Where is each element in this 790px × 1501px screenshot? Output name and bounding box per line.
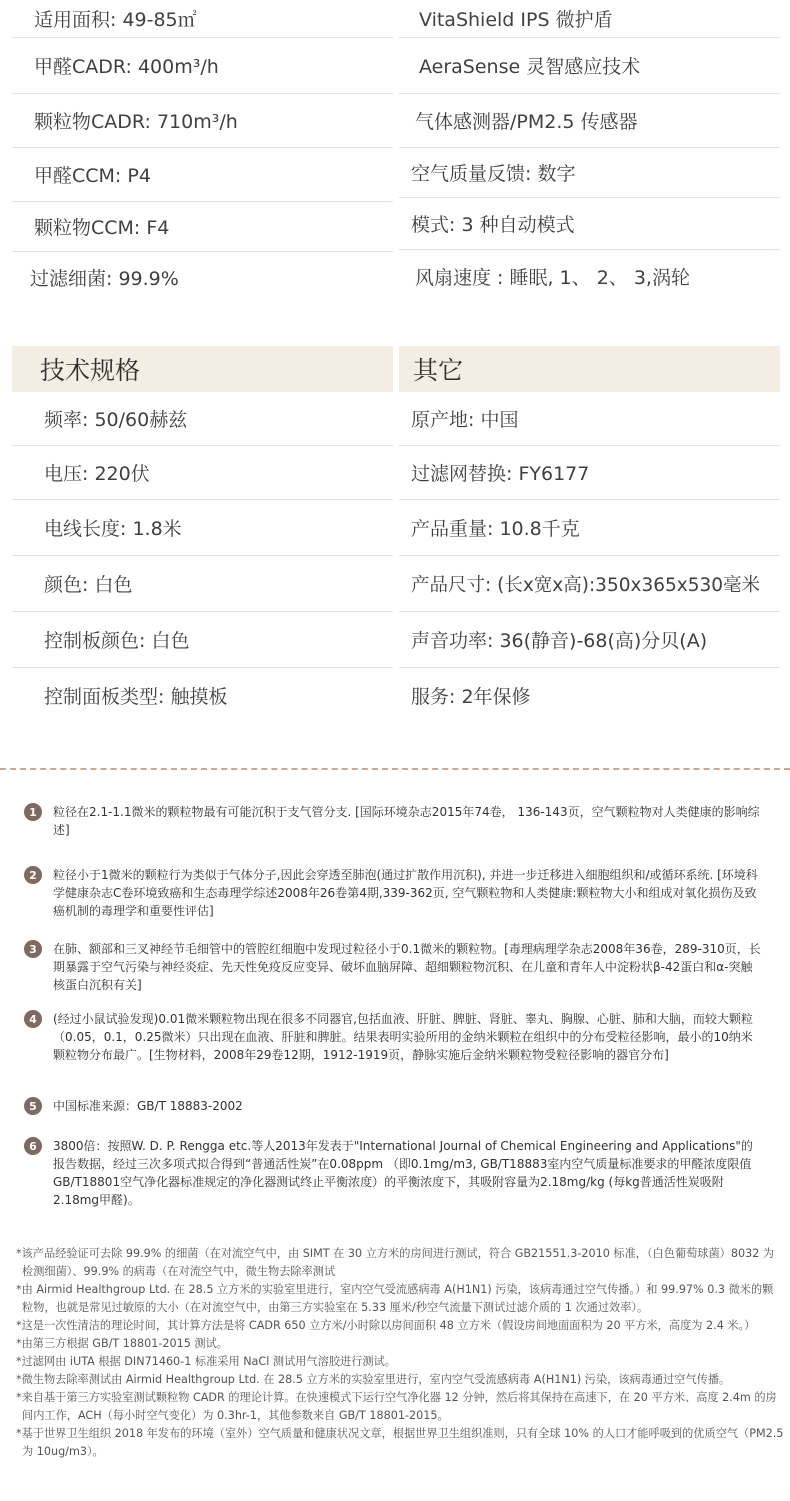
section-title: 其它	[413, 356, 464, 385]
note-number-badge	[24, 1137, 42, 1155]
note-number: 4	[29, 1012, 37, 1026]
dashed-divider	[0, 768, 790, 770]
spec-text: 产品重量: 10.8千克	[411, 518, 580, 540]
spec-text: 过滤网替换: FY6177	[411, 463, 590, 485]
footnote: *微生物去除率测试由 Airmid Healthgroup Ltd. 在 28.5 立方米的实验室里进行，室内空气受流感病毒 A(H1N1) 污染，该病毒通过空气传播。	[16, 1373, 731, 1386]
footnote: *由第三方根据 GB/T 18801-2015 测试。	[16, 1337, 228, 1350]
spec-row	[12, 94, 393, 148]
note-number-badge	[24, 1010, 42, 1028]
spec-row	[12, 202, 393, 252]
spec-row	[12, 0, 393, 38]
note-number: 6	[29, 1139, 37, 1153]
top-specs-right	[399, 0, 780, 310]
note-number-badge	[24, 1097, 42, 1115]
spec-text: 原产地: 中国	[411, 409, 519, 431]
spec-row	[399, 500, 780, 556]
spec-text: 电压: 220伏	[44, 463, 150, 485]
spec-row	[399, 556, 780, 612]
spec-text: 过滤细菌: 99.9%	[30, 267, 179, 290]
note-item	[24, 803, 764, 839]
spec-text: 空气质量反馈: 数字	[411, 163, 576, 185]
spec-row	[12, 446, 393, 500]
spec-row	[399, 250, 780, 302]
spec-row	[399, 612, 780, 668]
spec-row	[12, 392, 393, 446]
footnote: *过滤网由 iUTA 根据 DIN71460-1 标准采用 NaCl 测试用气溶胶进行测试。	[16, 1355, 396, 1368]
spec-row	[399, 668, 780, 722]
note-number: 5	[29, 1099, 37, 1113]
spec-text: VitaShield IPS 微护盾	[419, 9, 613, 31]
note-text: 3800倍：按照W. D. P. Rengga etc.等人2013年发表于"International Journal of Chemical Engineering and Applications"的报告数据，经过三次多项式拟合得到“普通活性炭”在0.08ppm （即0.1mg/m3, GB/T18883室内空气质量标准要求的甲醛浓度限值GB/T18801空气净化器标准规定的净化器测试终止平衡浓度）的平衡浓度下，其吸附容量为2.18mg/kg (每kg普通活性炭吸附2.18mg甲醛)。	[53, 1139, 753, 1207]
spec-row	[399, 392, 780, 446]
note-text: 中国标准来源：GB/T 18883-2002	[53, 1099, 243, 1113]
footnote: *该产品经验证可去除 99.9% 的细菌（在对流空气中，由 SIMT 在 30 立方米的房间进行测试，符合 GB21551.3-2010 标准，（白色葡萄球菌）8032 为检测细菌）、99.9% 的病毒（在对流空气中，微生物去除率测试	[16, 1247, 775, 1278]
spec-row	[12, 612, 393, 668]
note-number-badge	[24, 940, 42, 958]
spec-text: 频率: 50/60赫兹	[44, 409, 188, 431]
spec-text: 风扇速度 : 睡眠, 1、 2、 3,涡轮	[415, 266, 690, 289]
other-section	[399, 346, 780, 726]
spec-text: 甲醛CADR: 400m³/h	[34, 56, 219, 78]
spec-text: 控制面板类型: 触摸板	[44, 685, 228, 708]
note-number: 2	[29, 868, 37, 882]
spec-text: 产品尺寸: (长x宽x高):350x365x530毫米	[411, 574, 761, 596]
footnotes	[14, 1245, 784, 1461]
section-title: 技术规格	[40, 356, 141, 385]
note-item	[24, 866, 764, 920]
tech-specs-header	[12, 346, 393, 392]
spec-text: 控制板颜色: 白色	[44, 630, 190, 652]
spec-row	[399, 198, 780, 250]
footnote: *这是一次性清洁的理论时间，其计算方法是将 CADR 650 立方米/小时除以房间面积 48 立方米（假设房间地面面积为 20 平方米，高度为 2.4 米。）	[16, 1319, 756, 1332]
spec-text: AeraSense 灵智感应技术	[419, 56, 641, 78]
spec-text: 颗粒物CADR: 710m³/h	[34, 111, 238, 133]
spec-row	[399, 38, 780, 94]
spec-row	[12, 38, 393, 94]
footnote: *由 Airmid Healthgroup Ltd. 在 28.5 立方米的实验室里进行，室内空气受流感病毒 A(H1N1) 污染，该病毒通过空气传播。）和 99.97% 0.3 微米的颗粒物，也就是常见过敏原的大小（在对流空气中，由第三方实验室在 5.33 厘米/秒空气流量下测试过滤介质的 1 次通过效率）。	[16, 1283, 774, 1314]
note-text: (经过小鼠试验发现)0.01微米颗粒物出现在很多不同器官,包括血液、肝脏、脾脏、肾脏、睾丸、胸腺、心脏、肺和大脑，而较大颗粒（0.05，0.1，0.25微米）只出现在血液、肝脏和脾脏。结果表明实验所用的金纳米颗粒在组织中的分布受粒径影响，最小的10纳米颗粒物分布最广。[生物材料，2008年29卷12期，1912-1919页，静脉实施后金纳米颗粒物受粒径影响的器官分布]	[53, 1012, 753, 1062]
note-number: 1	[29, 805, 37, 819]
note-text: 在肺、额部和三叉神经节毛细管中的管腔红细胞中发现过粒径小于0.1微米的颗粒物。[毒理病理学杂志2008年36卷，289-310页，长期暴露于空气污染与神经炎症、先天性免疫反应变异、破坏血脑屏障、超细颗粒物沉积、在儿童和青年人中淀粉状β-42蛋白和α-突触核蛋白沉积有关]	[53, 942, 761, 992]
note-number: 3	[29, 942, 37, 956]
spec-text: 颜色: 白色	[44, 574, 133, 596]
spec-text: 适用面积: 49-85㎡	[34, 9, 197, 31]
note-item	[24, 1097, 764, 1115]
spec-text: 服务: 2年保修	[411, 685, 531, 708]
spec-row	[12, 556, 393, 612]
spec-row	[12, 252, 393, 302]
spec-text: 声音功率: 36(静音)-68(高)分贝(A)	[411, 630, 708, 652]
note-text: 粒径在2.1-1.1微米的颗粒物最有可能沉积于支气管分支. [国际环境杂志2015年74卷， 136-143页，空气颗粒物对人类健康的影响综述]	[53, 805, 760, 837]
spec-text: 甲醛CCM: P4	[34, 165, 151, 187]
spec-row	[399, 0, 780, 38]
note-item	[24, 1010, 764, 1064]
footnote: *基于世界卫生组织 2018 年发布的环境（室外）空气质量和健康状况文章，根据世界卫生组织准则，只有全球 10% 的人口才能呼吸到的优质空气（PM2.5 为 10ug/m3）。	[16, 1427, 784, 1458]
spec-row	[12, 500, 393, 556]
spec-text: 电线长度: 1.8米	[44, 518, 182, 540]
top-specs-left	[12, 0, 393, 310]
note-text: 粒径小于1微米的颗粒行为类似于气体分子,因此会穿透至肺泡(通过扩散作用沉积), 并进一步迁移进入细胞组织和/或循环系统. [环境科学健康杂志C卷环境致癌和生态毒理学综述2008年26卷第4期,339-362页, 空气颗粒物和人类健康:颗粒物大小和组成对氧化损伤及致癌机制的毒理学和重要性评估]	[53, 868, 758, 918]
note-item	[24, 940, 764, 994]
note-number-badge	[24, 803, 42, 821]
spec-row	[399, 94, 780, 148]
note-item	[24, 1137, 764, 1209]
spec-row	[399, 148, 780, 198]
spec-text: 模式: 3 种自动模式	[411, 214, 575, 236]
other-header	[399, 346, 780, 392]
spec-row	[399, 446, 780, 500]
footnote: *来自基于第三方实验室测试颗粒物 CADR 的理论计算。在快速模式下运行空气净化器 12 分钟，然后将其保持在高速下，在 20 平方米、高度 2.4m 的房间内工作，ACH（每小时空气变化）为 0.3hr-1，其他参数来自 GB/T 18801-2015。	[16, 1391, 777, 1422]
spec-text: 颗粒物CCM: F4	[34, 217, 170, 239]
tech-specs-section	[12, 346, 393, 726]
spec-row	[12, 668, 393, 722]
spec-text: 气体感测器/PM2.5 传感器	[415, 111, 638, 133]
note-number-badge	[24, 866, 42, 884]
spec-row	[12, 148, 393, 202]
